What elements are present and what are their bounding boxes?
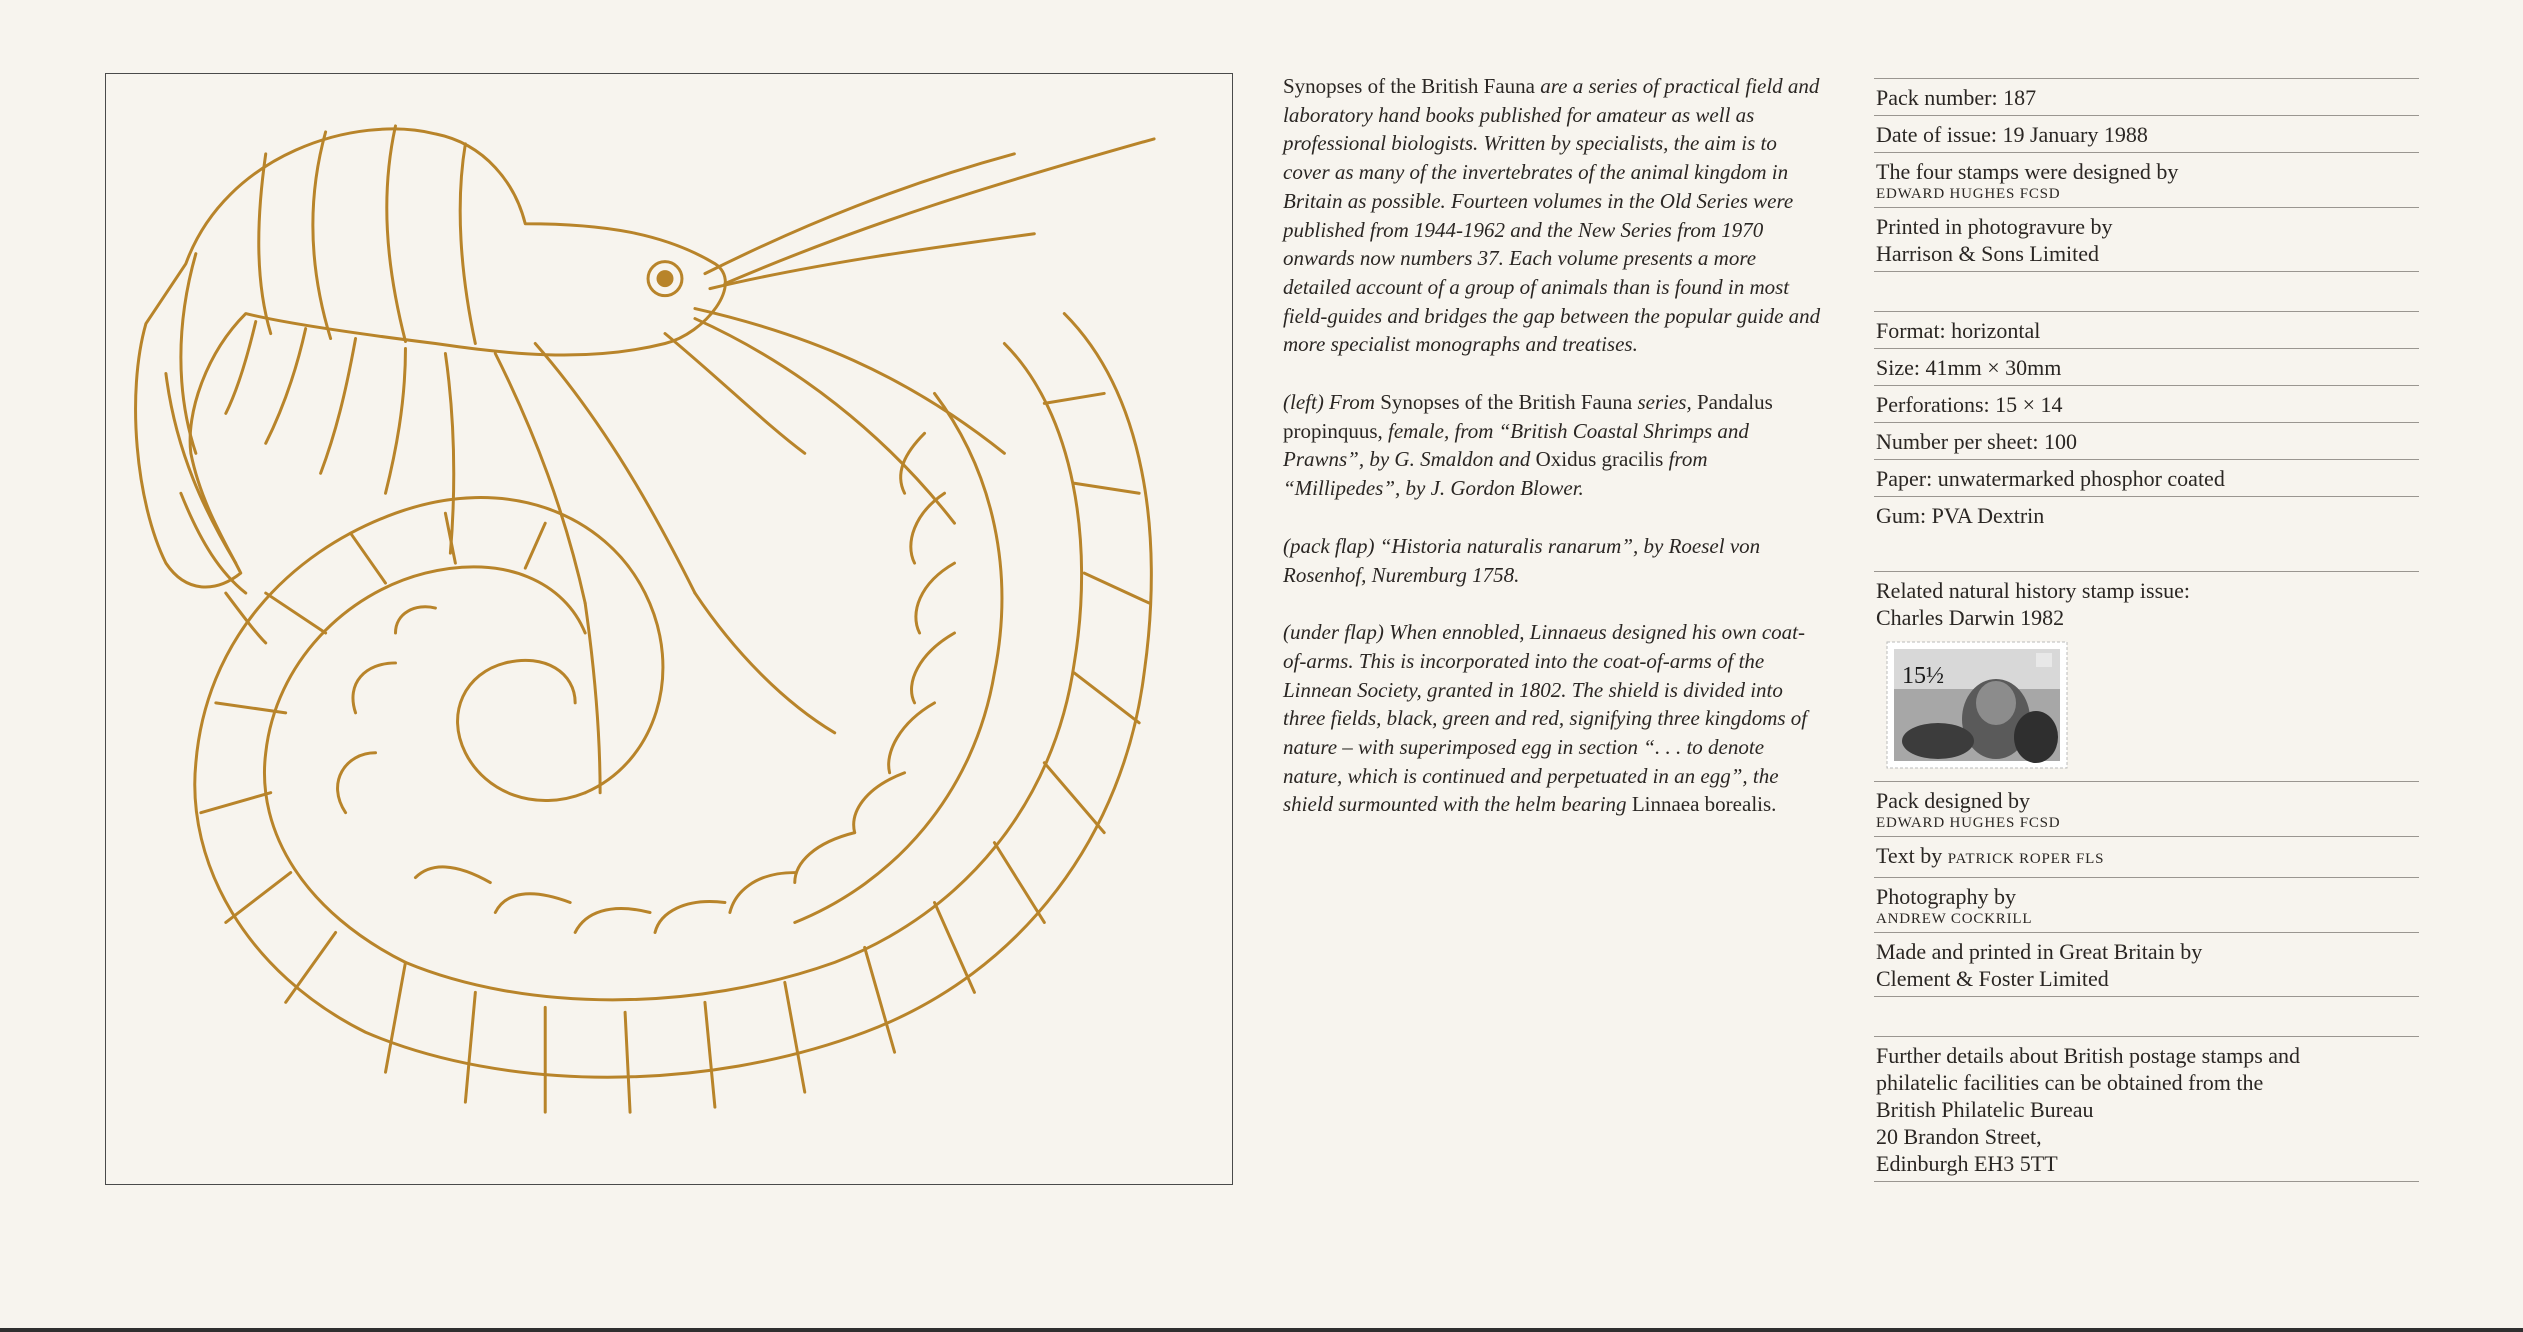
further-details-line: philatelic facilities can be obtained from the: [1876, 1070, 2264, 1095]
pack-flap-caption: [1283, 532, 1828, 589]
pack-designer-name: EDWARD HUGHES FCSD: [1876, 815, 2061, 831]
photography-by-label: Photography by: [1876, 884, 2016, 909]
under-flap-caption: [1283, 618, 1828, 819]
manufacturer-name: Clement & Foster Limited: [1876, 966, 2109, 991]
darwin-stamp: [1886, 641, 2068, 769]
divider: [1874, 1181, 2419, 1183]
paper: Paper: unwatermarked phosphor coated: [1874, 459, 2419, 496]
page-edge: [0, 1328, 2523, 1332]
perforations: Perforations: 15 × 14: [1874, 385, 2419, 422]
number-per-sheet: Number per sheet: 100: [1874, 422, 2419, 459]
under-flap-text: (under flap) When ennobled, Linnaeus designed his own coat-of-arms. This is incorporated into the coat-of-arms of the Linnean Society, granted in 1802. The shield is divided into three fields, black, green and red, signifying three kingdoms of nature – with superimposed egg in section “. . . to denote nature, which is continued and perpetuated in an egg”, the shield surmounted with the helm bearing: [1283, 620, 1808, 817]
bureau-name: British Philatelic Bureau: [1876, 1097, 2094, 1122]
text-credit: [1874, 836, 2419, 877]
photography-credit: [1874, 877, 2419, 932]
gum: Gum: PVA Dextrin: [1874, 496, 2419, 533]
pack-designed-by-label: Pack designed by: [1876, 788, 2030, 813]
date-of-issue: Date of issue: 19 January 1988: [1874, 115, 2419, 152]
illustration-frame: [105, 73, 1233, 1185]
printed-by-label: Printed in photogravure by: [1876, 214, 2113, 239]
spacer: [1874, 273, 2419, 311]
related-issue-name: Charles Darwin 1982: [1876, 605, 2065, 630]
further-details-line: Further details about British postage stamps and: [1876, 1043, 2301, 1068]
shrimp-illustration: [136, 126, 1155, 793]
bureau-street: 20 Brandon Street,: [1876, 1124, 2042, 1149]
description-column: [1283, 72, 1828, 848]
manufacturer-credit: [1874, 932, 2419, 996]
text-by-label: Text by: [1876, 843, 1948, 868]
made-by-label: Made and printed in Great Britain by: [1876, 939, 2203, 964]
species-pandalus: Pandalus propinquus,: [1283, 390, 1773, 443]
text-author: PATRICK ROPER FLS: [1947, 851, 2105, 867]
spacer: [1874, 533, 2419, 571]
left-caption-source: female, from “British Coastal Shrimps and Prawns”, by G. Smaldon and: [1283, 418, 1749, 472]
printer-name: Harrison & Sons Limited: [1876, 241, 2100, 266]
further-details: [1874, 1036, 2419, 1181]
illustration-svg: [106, 74, 1232, 1184]
bureau-city: Edinburgh EH3 5TT: [1876, 1151, 2058, 1176]
fauna-description: [1283, 72, 1828, 359]
format: Format: horizontal: [1874, 311, 2419, 348]
pack-flap-text: (pack flap) “Historia naturalis ranarum”, by Roesel von Rosenhof, Nuremburg 1758.: [1283, 533, 1761, 587]
series-description: are a series of practical field and laboratory hand books published for amateur as well as professional biologists. Written by specialists, the aim is to cover as many of the invertebrates of the animal kingdom in Britain as possible. Fourteen volumes in the Old Series were published from 1944-1962 and the New Series from 1970 onwards now numbers 37. Each volume presents a more detailed account of a group of animals than is found in most field-guides and bridges the gap between the popular guide and more specialist monographs and treatises.: [1283, 74, 1821, 357]
size: Size: 41mm × 30mm: [1874, 348, 2419, 385]
spacer: [1874, 998, 2419, 1036]
related-issue-label: Related natural history stamp issue:: [1876, 578, 2191, 603]
related-issue: [1874, 571, 2419, 781]
pack-details-column: [1874, 78, 2419, 1183]
left-caption: [1283, 388, 1828, 503]
photographer-name: ANDREW COCKRILL: [1876, 911, 2033, 927]
designer-credit: [1874, 152, 2419, 207]
designer-name: EDWARD HUGHES FCSD: [1876, 186, 2061, 202]
millipede-illustration: [195, 314, 1152, 1113]
left-caption-author: from “Millipedes”, by J. Gordon Blower.: [1283, 447, 1708, 501]
linnaea-borealis: Linnaea borealis.: [1631, 792, 1777, 817]
stamp-value: 15½: [1902, 663, 1944, 689]
left-caption-series: Synopses of the British Fauna: [1380, 390, 1633, 415]
left-caption-series-word: series,: [1632, 390, 1692, 415]
pack-designer-credit: [1874, 781, 2419, 836]
left-caption-intro: (left) From: [1283, 390, 1381, 415]
printer-credit: [1874, 207, 2419, 271]
designed-by-label: The four stamps were designed by: [1876, 159, 2179, 184]
darwin-stamp-icon: [1886, 641, 2068, 769]
species-oxidus: Oxidus gracilis: [1535, 447, 1664, 472]
pack-number: Pack number: 187: [1874, 78, 2419, 115]
series-title: Synopses of the British Fauna: [1283, 74, 1535, 98]
